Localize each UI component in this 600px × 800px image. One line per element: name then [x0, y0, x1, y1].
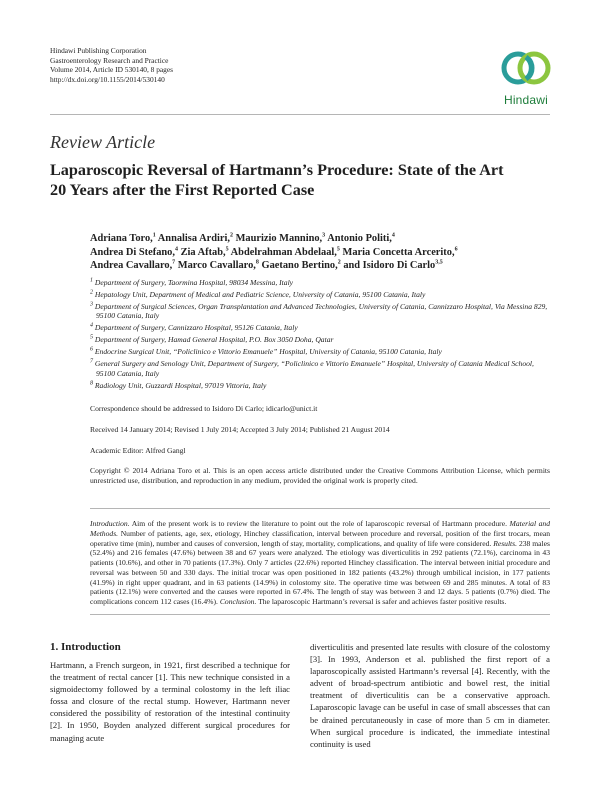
author-list — [90, 232, 550, 273]
affiliation: $^1$ Department of Surgery, Taormina Hospital, 98034 Messina, Italy — [90, 277, 294, 287]
author: Zia Aftab,$^5$ — [180, 246, 229, 258]
hindawi-logo-text: Hindawi — [503, 93, 549, 107]
abstract-divider-top — [90, 508, 550, 509]
volume-info: Volume 2014, Article ID 530140, 8 pages — [50, 65, 174, 75]
section-heading: 1. Introduction — [50, 641, 121, 653]
author: Adriana Toro,$^1$ — [90, 232, 156, 244]
title-line-1: Laparoscopic Reversal of Hartmann’s Procedure: State of the Art — [50, 161, 504, 179]
author: Maria Concetta Arcerito,$^6$ — [342, 246, 458, 258]
author: Annalisa Ardiri,$^2$ — [157, 232, 233, 244]
body-column-left: Hartmann, a French surgeon, in 1921, first described a technique for the treatment of rectal cancer [1]. This new technique consisted in a sigmoidectomy followed by a terminal colostomy in the left iliac fossa and closure of the rectal stump. However, Hartmann never considered the possibility of restoration of the intestinal continuity [2]. In 1950, Boyden analyzed different surgical procedures for managing acute — [50, 660, 290, 743]
abstract-divider-bottom — [90, 614, 550, 615]
author: Andrea Di Stefano,$^4$ — [90, 246, 178, 258]
affiliation: $^8$ Radiology Unit, Guzzardi Hospital, 97019 Vittoria, Italy — [90, 380, 267, 390]
body-column-right: diverticulitis and presented late results with closure of the colostomy [3]. In 1993, Anderson et al. published the first report of a laparoscopically assisted Hartmann’s reversal [4]. Recently, with the advent of broad-spectrum antibiotic and bowel rest, the initial treatment of diverticulitis can be a conservative approach. Laparoscopic lavage can be useful in case of small abscesses that can be drained percutaneously in case of more than 5 cm in diameter. When surgical procedure is indicated, the immediate intestinal continuity is used — [310, 642, 550, 749]
author: and Isidoro Di Carlo$^{3,5}$ — [343, 259, 443, 271]
affiliation: $^4$ Department of Surgery, Cannizzaro Hospital, 95126 Catania, Italy — [90, 322, 298, 333]
author: Andrea Cavallaro,$^7$ — [90, 259, 176, 271]
affiliation: $^7$ General Surgery and Senology Unit, Department of Surgery, “Policlinico e Vittorio Emanuele” Hospital, University of Catania Medical School, 95100 Catania, Italy — [90, 358, 534, 378]
affiliation: $^2$ Hepatology Unit, Department of Medical and Pediatric Science, University of Catania, 95100 Catania, Italy — [90, 289, 426, 299]
author: Marco Cavallaro,$^8$ — [177, 259, 259, 271]
publisher-name: Hindawi Publishing Corporation — [50, 46, 147, 55]
abstract: Introduction. Aim of the present work is to review the literature to point out the role of laparoscopic reversal of Hartmann procedure. Material and Methods. Number of patients, age, sex, etiology, Hinchey classification, interval between procedure and reversal, position of the first trocars, mean operative time (min), number and causes of conversion, length of stay, mortality, complications, and quality of life were considered. Results. 238 males (52.4%) and 216 females (47.6%) between 38 and 67 years were analyzed. The etiology was diverticulitis in 292 patients (72.1%), carcinoma in 43 patients (10.6%), and other in 70 patients (17.3%). Only 7 articles (22.6%) reported Hinchey classification. The interval between initial procedure and reversal was between 50 and 330 days. The initial trocar was open positioned in 182 patients (43.2%) through umbilical incision, in 177 patients (41.9%) in right upper quadrant, and in 63 patients (14.9%) in colostomy site. The operative time was between 69 and 285 minutes. A total of 83 patients (12.1%) were converted and the causes were reported in 67.4%. The length of stay was between 3 and 12 days. 5 patients (0.7%) died. The complications concern 112 cases (16.4%). Conclusion. The laparoscopic Hartmann’s reversal is safer and achieves faster positive results. — [90, 519, 550, 606]
title-line-2: 20 Years after the First Reported Case — [50, 181, 315, 199]
correspondence: Correspondence should be addressed to Isidoro Di Carlo; idicarlo@unict.it — [90, 404, 318, 413]
author: Maurizio Mannino,$^3$ — [235, 232, 326, 244]
affiliation: $^5$ Department of Surgery, Hamad General Hospital, P.O. Box 3050 Doha, Qatar — [90, 334, 334, 345]
publication-dates: Received 14 January 2014; Revised 1 July 2014; Accepted 3 July 2014; Published 21 August 2014 — [90, 425, 390, 434]
article-type: Review Article — [50, 132, 156, 152]
header-divider — [50, 114, 550, 115]
author: Antonio Politi,$^4$ — [327, 232, 395, 244]
author: Gaetano Bertino,$^2$ — [261, 259, 341, 271]
journal-name: Gastroenterology Research and Practice — [50, 55, 169, 65]
academic-editor: Academic Editor: Alfred Gangl — [90, 446, 186, 455]
affiliation: $^3$ Department of Surgical Sciences, Organ Transplantation and Advanced Technologies, University of Catania, Cannizzaro Hospital, Via Messina 829, 95100 Catania, Italy — [90, 301, 548, 321]
affiliation-list — [90, 278, 550, 393]
author: Abdelrahman Abdelaal,$^5$ — [230, 246, 340, 258]
article-title — [50, 160, 550, 200]
publication-info — [50, 46, 173, 84]
affiliation: $^6$ Endocrine Surgical Unit, “Policlinico e Vittorio Emanuele” Hospital, University of Catania, 95100 Catania, Italy — [90, 346, 442, 357]
doi-link[interactable]: http://dx.doi.org/10.1155/2014/530140 — [50, 74, 165, 84]
copyright-notice: Copyright © 2014 Adriana Toro et al. This is an open access article distributed under the Creative Commons Attribution License, which permits unrestricted use, distribution, and reproduction in any medium, provided the original work is properly cited. — [90, 466, 550, 485]
